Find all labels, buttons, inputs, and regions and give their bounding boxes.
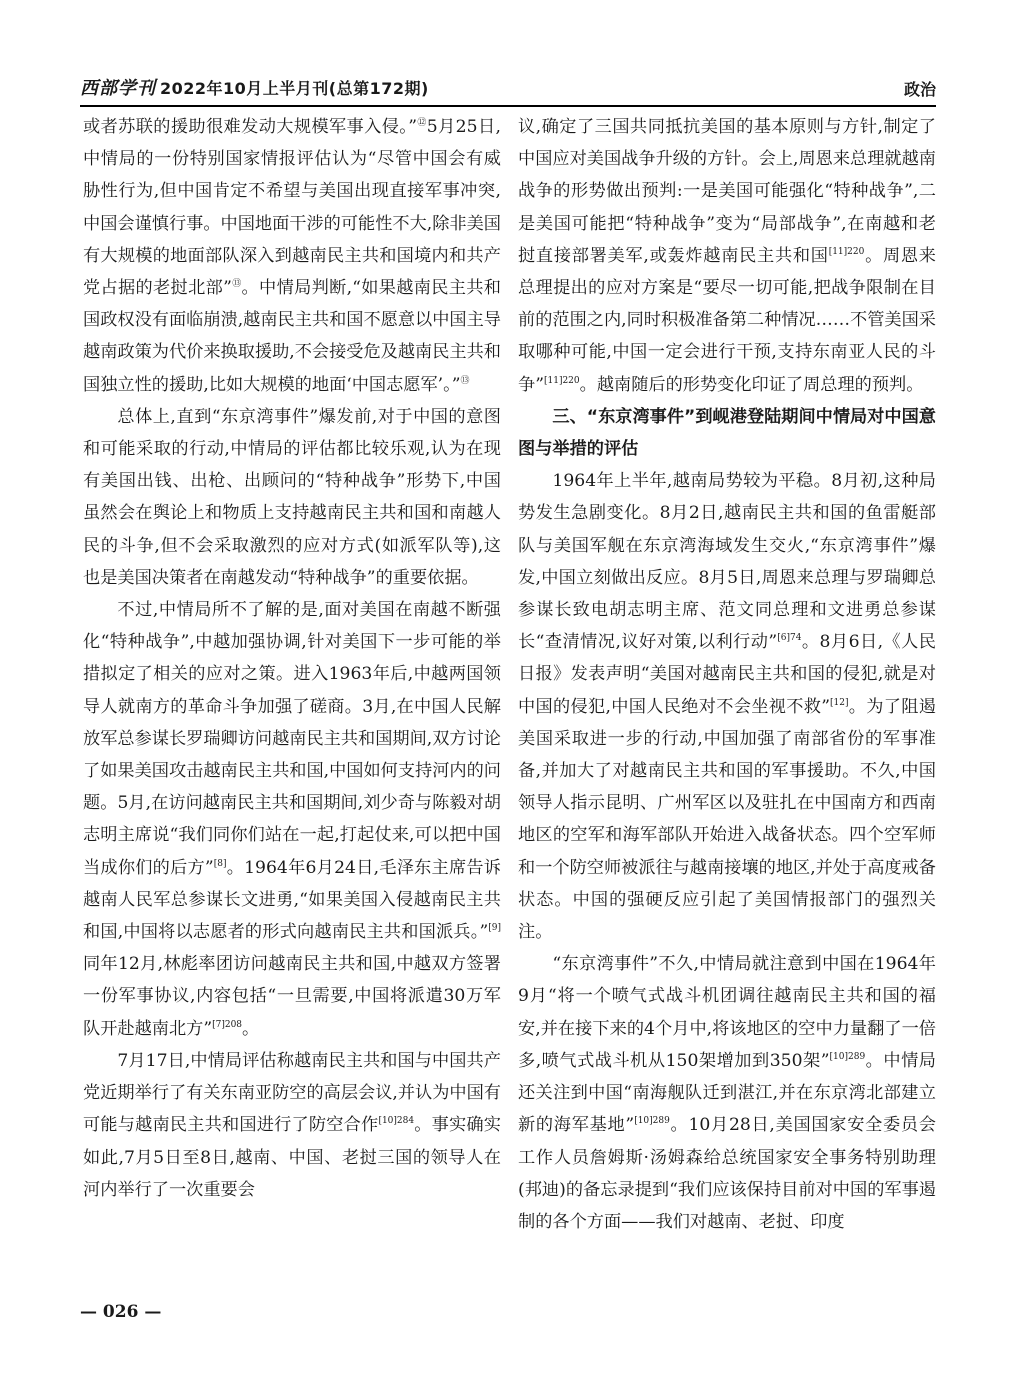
- citation: [11]220: [543, 375, 580, 386]
- citation: [7]208: [212, 1019, 243, 1030]
- paragraph: 或者苏联的援助很难发动大规模军事入侵。”⑫5月25日,中情局的一份特别国家情报评估认为“尽管中国会有威胁性行为,但中国肯定不希望与美国出现直接军事冲突,中国会谨慎行事。中国地面干涉的可能性不大,除非美国有大规模的地面部队深入到越南民主共和国境内和共产党占据的老挝北部”⑬。中情局判断,“如果越南民主共和国政权没有面临崩溃,越南民主共和国不愿意以中国主导越南政策为代价来换取援助,不会接受危及越南民主共和国独立性的援助,比如大规模的地面‘中国志愿军’。”⑬: [83, 117, 501, 395]
- citation: [11]220: [828, 246, 865, 257]
- section-label: 政治: [903, 80, 936, 99]
- citation: [8]: [213, 858, 227, 869]
- paragraph: 7月17日,中情局评估称越南民主共和国与中国共产党近期举行了有关东南亚防空的高层会议,并认为中国有可能与越南民主共和国进行了防空合作$^{[10]284}$。事实确实如此,7月5日至8日,越南、中国、老挝三国的领导人在河内举行了一次重要会: [83, 1050, 501, 1200]
- paragraph: “东京湾事件”不久,中情局就注意到中国在1964年9月“将一个喷气式战斗机团调往越南民主共和国的福安,并在接下来的4个月中,将该地区的空中力量翻了一倍多,喷气式战斗机从150架增加到350架”$^{[10]289}$。中情局还关注到中国“南海舰队迁到湛江,并在东京湾北部建立新的海军基地”$^{[10]289}$。10月28日,美国国家安全委员会工作人员詹姆斯·汤姆森给总统国家安全事务特别助理(邦迪)的备忘录提到“我们应该保持目前对中国的军事遏制的各个方面——我们对越南、老挝、印度: [518, 954, 936, 1232]
- paragraph: 不过,中情局所不了解的是,面对美国在南越不断强化“特种战争”,中越加强协调,针对美国下一步可能的举措拟定了相关的应对之策。进入1963年后,中越两国领导人就南方的革命斗争加强了磋商。3月,在中国人民解放军总参谋长罗瑞卿访问越南民主共和国期间,双方讨论了如果美国攻击越南民主共和国,中国如何支持河内的问题。5月,在访问越南民主共和国期间,刘少奇与陈毅对胡志明主席说“我们同你们站在一起,打起仗来,可以把中国当成你们的后方”[8]。1964年6月24日,毛泽东主席告诉越南人民军总参谋长文进勇,“如果美国入侵越南民主共和国,中国将以志愿者的形式向越南民主共和国派兵。”[9]同年12月,林彪率团访问越南民主共和国,中越双方签署一份军事协议,内容包括“一旦需要,中国将派遣30万军队开赴越南北方”$^{[7]208}$。: [83, 600, 501, 1039]
- journal-logo: 西部学刊: [80, 78, 156, 99]
- citation: [10]284: [378, 1116, 415, 1127]
- footnote-marker: ⑬: [460, 375, 470, 386]
- issue-info: 2022年10月上半月刊(总第172期): [160, 79, 429, 98]
- citation: [6]74: [777, 633, 802, 644]
- citation: [10]289: [634, 1116, 670, 1127]
- journal-title: [80, 74, 429, 100]
- running-header: [80, 66, 936, 107]
- paragraph: 总体上,直到“东京湾事件”爆发前,对于中国的意图和可能采取的行动,中情局的评估都比较乐观,认为在现有美国出钱、出枪、出顾问的“特种战争”形势下,中国虽然会在舆论上和物质上支持越南民主共和国和南越人民的斗争,但不会采取激烈的应对方式(如派军队等),这也是美国决策者在南越发动“特种战争”的重要依据。: [83, 406, 501, 588]
- section-heading: 三、“东京湾事件”到岘港登陆期间中情局对中国意图与举措的评估: [518, 406, 936, 460]
- paragraph: 1964年上半年,越南局势较为平稳。8月初,这种局势发生急剧变化。8月2日,越南民主共和国的鱼雷艇部队与美国军舰在东京湾海域发生交火,“东京湾事件”爆发,中国立刻做出反应。8月5日,周恩来总理与罗瑞卿总参谋长致电胡志明主席、范文同总理和文进勇总参谋长“查清情况,议好对策,以利行动”$^{[6]74}$。8月6日,《人民日报》发表声明“美国对越南民主共和国的侵犯,就是对中国的侵犯,中国人民绝对不会坐视不救”[12]。为了阻遏美国采取进一步的行动,中国加强了南部省份的军事准备,并加大了对越南民主共和国的军事援助。不久,中国领导人指示昆明、广州军区以及驻扎在中国南方和西南地区的空军和海军部队开始进入战备状态。四个空军师和一个防空师被派往与越南接壤的地区,并处于高度戒备状态。中国的强硬反应引起了美国情报部门的强烈关注。: [518, 471, 936, 943]
- paragraph: 议,确定了三国共同抵抗美国的基本原则与方针,制定了中国应对美国战争升级的方针。会上,周恩来总理就越南战争的形势做出预判:一是美国可能强化“特种战争”,二是美国可能把“特种战争”变为“局部战争”,在南越和老挝直接部署美军,或轰炸越南民主共和国$^{[11]220}$。周恩来总理提出的应对方案是“要尽一切可能,把战争限制在目前的范围之内,同时积极准备第二种情况……不管美国采取哪种可能,中国一定会进行干预,支持东南亚人民的斗争”$^{[11]220}$。越南随后的形势变化印证了周总理的预判。: [518, 117, 936, 395]
- left-column: [83, 111, 501, 1206]
- citation: [12]: [830, 697, 849, 708]
- footnote-marker: ⑫: [417, 118, 427, 128]
- citation: [10]289: [829, 1051, 866, 1062]
- footnote-marker: ⑬: [231, 279, 242, 290]
- citation: [9]: [488, 923, 501, 934]
- page-number: — 026 —: [80, 1302, 162, 1322]
- right-column: [518, 111, 936, 1238]
